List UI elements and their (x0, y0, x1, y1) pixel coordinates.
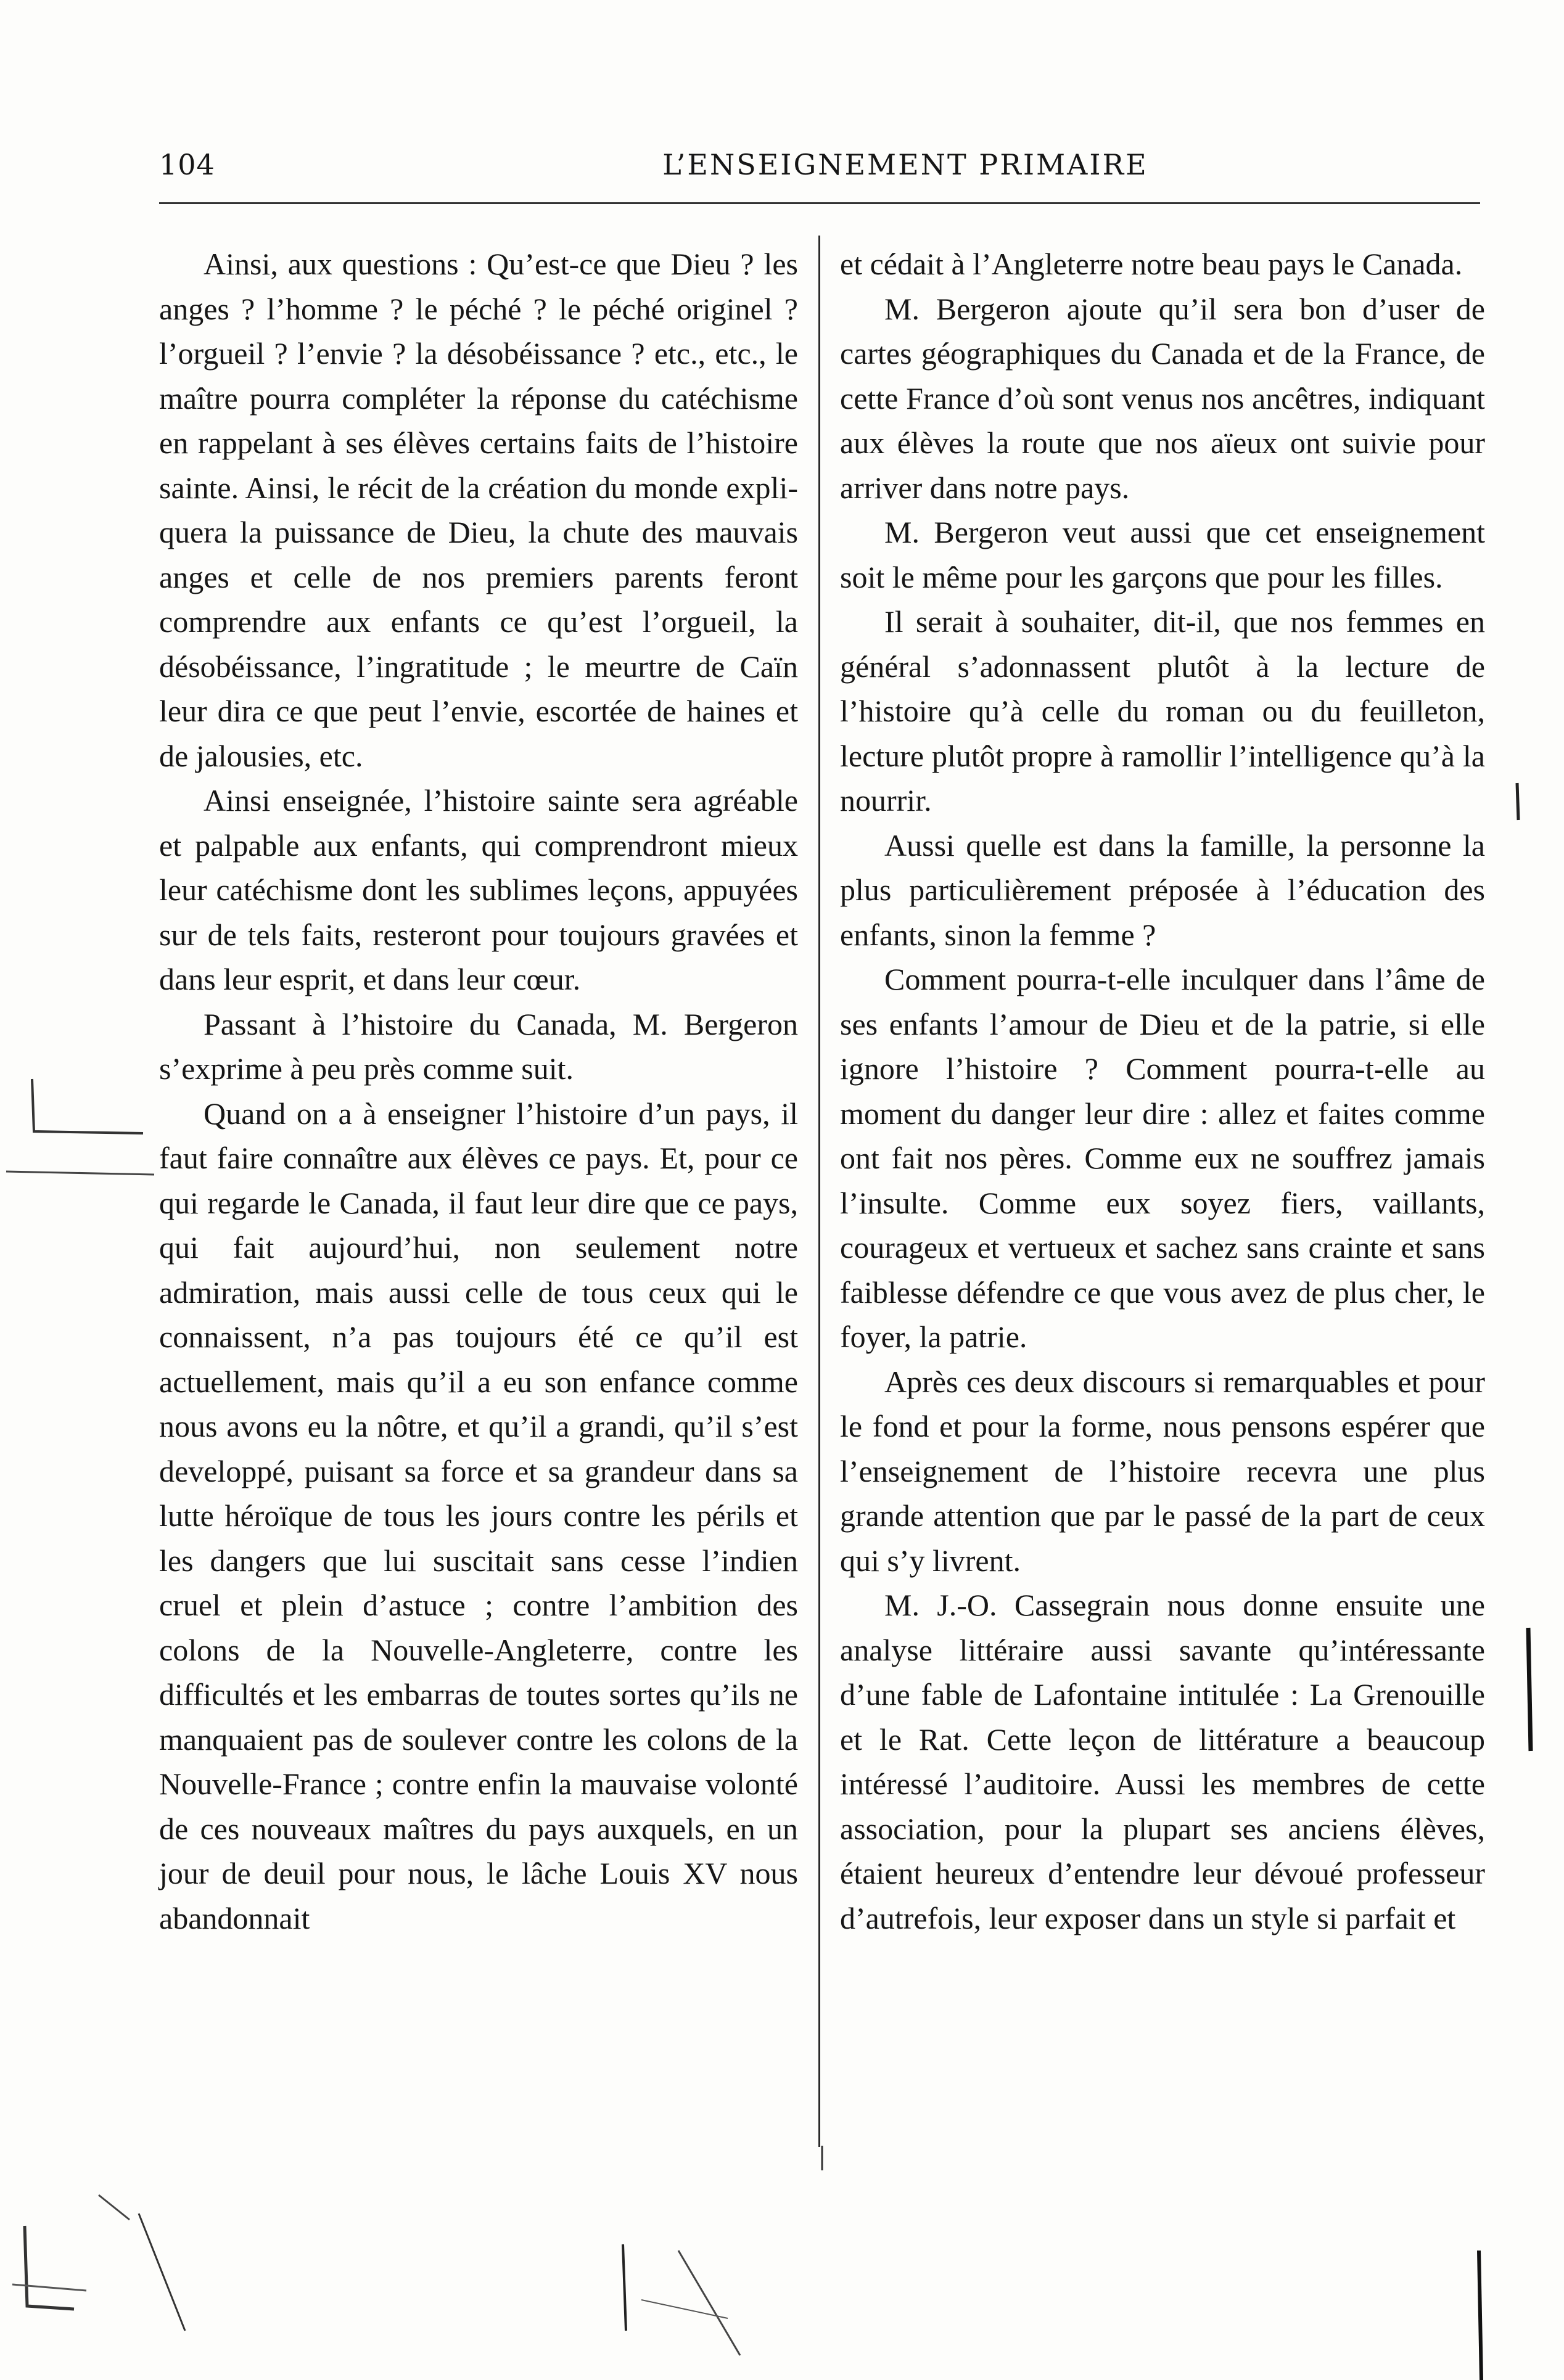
paragraph: M. Bergeron veut aussi que cet enseignement soit le même pour les garçons que pour les filles. (840, 515, 1485, 594)
paragraph: Il serait à souhaiter, dit-il, que nos femmes en général s’adonnassent plutôt à la lecture de l’histoire qu’à celle du roman ou du feuilleton, lecture plutôt propre à ramollir l’intelligence qu’à la nourrir. (840, 604, 1485, 818)
paragraph: Ainsi enseignée, l’histoire sainte sera agréable et palpable aux enfants, qui comprendront mieux leur catéchisme dont les sublimes leçons, appuyées sur de tels faits, resteront pour toujours gravées et dans leur esprit, et dans leur cœur. (159, 783, 798, 996)
paragraph: Quand on a à enseigner l’histoire d’un pays, il faut faire connaître aux élèves ce pays. Et, pour ce qui regarde le Canada, il faut leur dire que ce pays, qui fait aujourd’hui, non seulement notre admiration, mais aussi celle de tous ceux qui le connaissent, n’a pas toujours été ce qu’il est actuellement, mais qu’il a eu son enfance comme nous avons eu la nôtre, et qu’il a grandi, qu’il s’est developpé, puisant sa force et sa grandeur dans sa lutte héroïque de tous les jours contre les périls et les dangers que lui suscitait sans cesse l’indien cruel et plein d’astuce ; contre l’ambition des colons de la Nouvelle-Angleterre, contre les difficultés et les embarras de toutes sortes qu’ils ne manquaient pas de soulever contre les colons de la Nouvelle-France ; contre enfin la mauvaise volonté de ces nouveaux maîtres du pays auxquels, en un jour de deuil pour nous, le lâche Louis XV nous abandonnait (159, 1096, 798, 1935)
paragraph: Aussi quelle est dans la famille, la personne la plus particulièrement préposée à l’éducation des enfants, sinon la femme ? (840, 827, 1485, 952)
paragraph: Comment pourra-t-elle inculquer dans l’âme de ses enfants l’amour de Dieu et de la patrie, si elle ignore l’histoire ? Comment pourra-t-elle au moment du danger leur dire : allez et faites comme ont fait nos pères. Comme eux ne souffrez jamais l’insulte. Comme eux soyez fiers, vaillants, courageux et vertueux et sachez sans crainte et sans faiblesse défendre ce que vous avez de plus cher, le foyer, la patrie. (840, 962, 1485, 1354)
running-title: L’ENSEIGNEMENT PRIMAIRE (662, 148, 1148, 181)
paragraph: Passant à l’histoire du Canada, M. Bergeron s’exprime à peu près comme suit. (159, 1006, 798, 1086)
paragraph: et cédait à l’Angleterre notre beau pays le Canada. (840, 247, 1463, 281)
paragraph: M. Bergeron ajoute qu’il sera bon d’user de cartes géographiques du Canada et de la France, de cette France d’où sont venus nos ancêtres, indiquant aux élèves la route que nos aïeux ont suivie pour arriver dans notre pays. (840, 291, 1485, 505)
paragraph: M. J.-O. Cassegrain nous donne ensuite une analyse littéraire aussi savante qu’intéressante d’une fable de Lafontaine intitulée : La Grenouille et le Rat. Cette leçon de littérature a beaucoup intéressé l’auditoire. Aussi les membres de cette association, pour la plupart ses anciens élèves, étaient heureux d’entendre leur dévoué professeur d’autrefois, leur exposer dans un style si parfait et (840, 1588, 1485, 1935)
paragraph: Ainsi, aux questions : Qu’est-ce que Dieu ? les anges ? l’homme ? le péché ? le péché originel ? l’orgueil ? l’envie ? la désobéissance ? etc., etc., le maître pourra compléter la réponse du catéchisme en rappelant à ses élèves certains faits de l’histoire sainte. Ainsi, le récit de la création du monde expliquera la puissance de Dieu, la chute des mauvais anges et celle de nos premiers parents feront comprendre aux enfants ce qu’est l’orgueil, la désobéissance, l’ingratitude ; le meurtre de Caïn leur dira ce que peut l’envie, escortée de haines et de jalousies, etc. (159, 247, 798, 773)
page-number: 104 (159, 148, 215, 181)
paragraph: Après ces deux discours si remarquables et pour le fond et pour la forme, nous pensons espérer que l’enseignement de l’histoire recevra une plus grande attention que par le passé de la part de ceux qui s’y livrent. (840, 1364, 1485, 1578)
